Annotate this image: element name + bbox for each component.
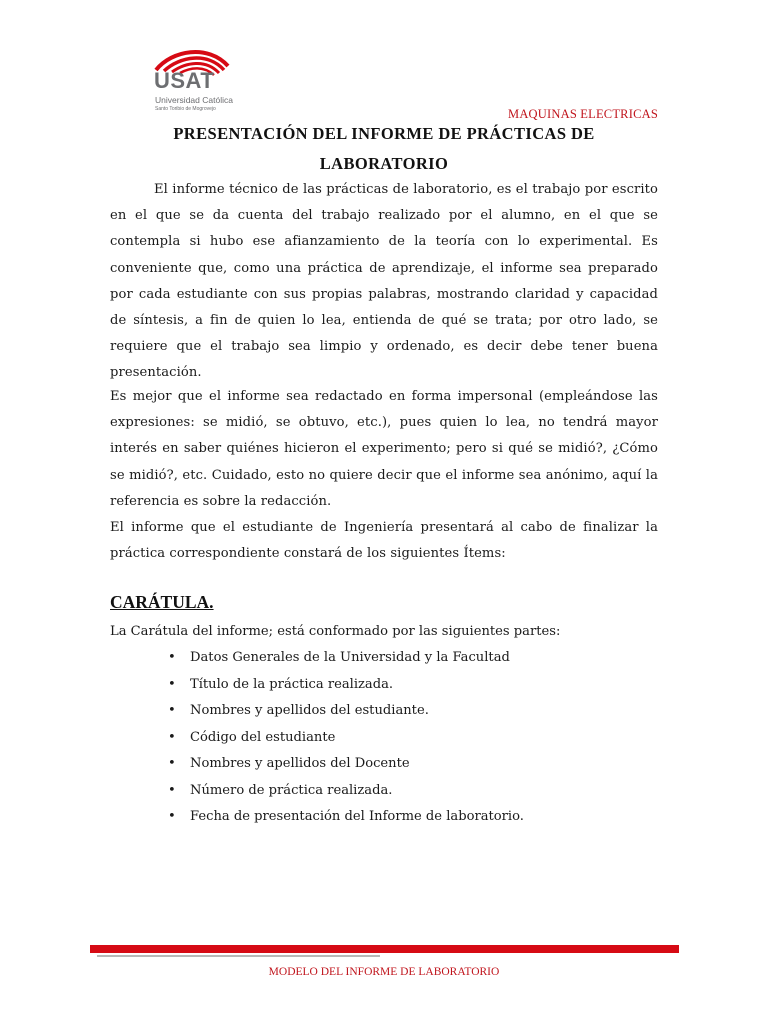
list-item [110,672,524,699]
body-paragraph-2-block [110,384,658,567]
bullet-icon: • [168,729,176,745]
logo-university-line1: Universidad Católica [155,95,233,105]
list-item-text: Nombres y apellidos del Docente [190,756,410,771]
list-item [110,725,524,752]
title-line-2: LABORATORIO [319,154,449,173]
list-item-text: Título de la práctica realizada. [190,676,394,692]
footer-gray-line [97,955,380,957]
list-item-text: Código del estudiante [190,729,336,745]
page-title [110,119,658,179]
body-paragraph-1: El informe técnico de las prácticas de laboratorio, es el trabajo por escrito en el que se da cuenta del trabajo realizado por el alumno, en el que se contempla si hubo ese afianzamiento de la teoría con lo experimental. Es conveniente que, como una práctica de aprendizaje, el informe sea preparado por cada estudiante con sus propias palabras, mostrando claridad y capacidad de síntesis, a fin de quien lo lea, entienda de qué se trata; por otro lado, se requiere que el trabajo sea limpio y ordenado, es decir debe tener buena presentación. [110,182,658,381]
footer-red-bar [90,945,679,953]
usat-logo [150,44,240,114]
section-title: CARÁTULA. [110,592,214,612]
list-item [110,778,524,805]
bullet-icon: • [168,650,176,665]
list-item [110,645,524,672]
body-paragraph-3: El informe que el estudiante de Ingeniería presentará al cabo de finalizar la práctica correspondiente constará de los siguientes Ítems: [110,520,658,562]
list-item [110,804,524,831]
list-item-text: Nombres y apellidos del estudiante. [190,703,429,718]
bullet-icon: • [168,756,176,771]
logo-university-line2: Santo Toribio de Mogrovejo [155,106,216,112]
caratula-items-list [110,645,524,831]
body-paragraph-1-block [110,177,658,387]
course-header: MAQUINAS ELECTRICAS [508,107,658,121]
list-item-text: Número de práctica realizada. [190,782,393,798]
bullet-icon: • [168,703,176,718]
list-item [110,698,524,725]
bullet-icon: • [168,782,176,798]
bullet-icon: • [168,809,176,824]
body-paragraph-2: Es mejor que el informe sea redactado en forma impersonal (empleándose las expresiones: se midió, se obtuvo, etc.), pues quien lo lea, no tendrá mayor interés en saber quiénes hicieron el experimento; pero si qué se midió?, ¿Cómo se midió?, etc. Cuidado, esto no quiere decir que el informe sea anónimo, aquí la referencia es sobre la redacción. [110,389,658,509]
list-item [110,751,524,778]
list-item-text: Fecha de presentación del Informe de laboratorio. [190,809,524,824]
bullet-icon: • [168,676,176,692]
section-intro: La Carátula del informe; está conformado por las siguientes partes: [110,624,561,639]
title-line-1: PRESENTACIÓN DEL INFORME DE PRÁCTICAS DE [173,124,595,143]
list-item-text: Datos Generales de la Universidad y la Facultad [190,650,510,665]
footer-text: MODELO DEL INFORME DE LABORATORIO [268,966,500,978]
logo-name: USAT [154,68,215,93]
